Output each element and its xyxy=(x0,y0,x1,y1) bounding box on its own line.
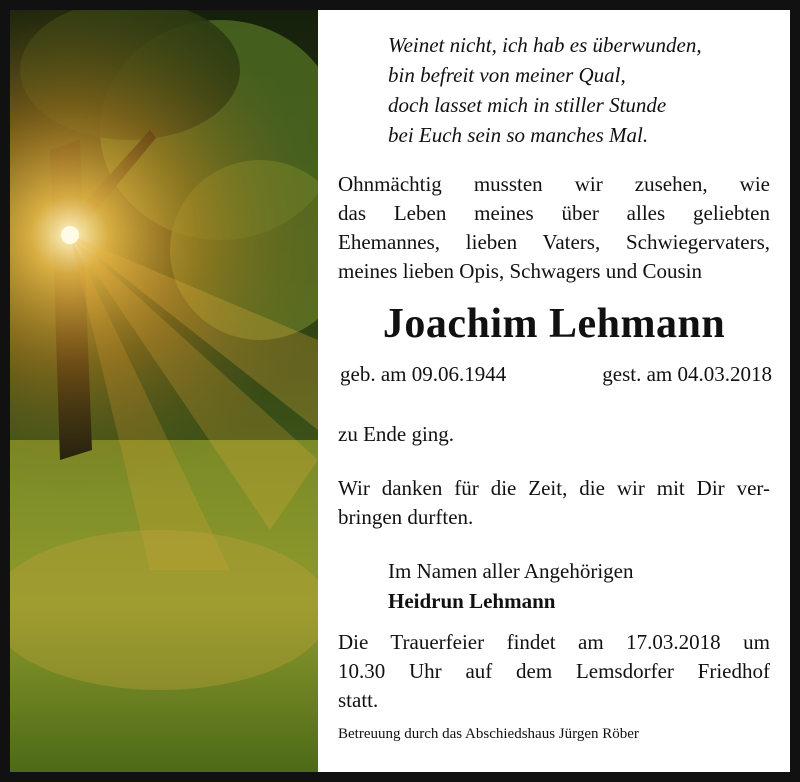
poem-line: doch lasset mich in stiller Stunde xyxy=(388,93,667,117)
thanks-line: Wir danken für die Zeit, die wir mit Dir ver- xyxy=(338,476,770,500)
funeral-line: 10.30 Uhr auf dem Lemsdorfer Friedhof xyxy=(338,659,770,683)
intro-line: Ehemannes, lieben Vaters, Schwiegervaters, xyxy=(338,230,770,254)
end-text: zu Ende ging. xyxy=(338,422,455,446)
obituary-text-panel xyxy=(318,10,790,772)
death-date: gest. am 04.03.2018 xyxy=(602,362,772,386)
forest-illustration xyxy=(10,10,318,772)
poem-line: Weinet nicht, ich hab es überwunden, xyxy=(388,33,702,57)
poem xyxy=(388,30,702,150)
poem-line: bei Euch sein so manches Mal. xyxy=(388,123,649,147)
thanks-line: bringen durften. xyxy=(338,505,474,529)
forest-sunlight-photo xyxy=(10,10,318,772)
intro-line: Ohnmächtig mussten wir zusehen, wie xyxy=(338,172,770,196)
intro-line: das Leben meines über alles geliebten xyxy=(338,201,770,225)
intro-paragraph xyxy=(338,170,770,286)
poem-line: bin befreit von meiner Qual, xyxy=(388,63,626,87)
funeral-notice xyxy=(338,628,770,715)
family-signature xyxy=(388,556,634,616)
family-line: Im Namen aller Angehörigen xyxy=(388,559,634,583)
thanks-paragraph xyxy=(338,474,770,532)
signer-name: Heidrun Lehmann xyxy=(388,589,556,613)
funeral-line: statt. xyxy=(338,688,379,712)
deceased-name: Joachim Lehmann xyxy=(382,301,726,347)
intro-line: meines lieben Opis, Schwagers und Cousin xyxy=(338,259,702,283)
funeral-line: Die Trauerfeier findet am 17.03.2018 um xyxy=(338,630,770,654)
birth-date: geb. am 09.06.1944 xyxy=(340,362,507,386)
funeral-home-credit: Betreuung durch das Abschiedshaus Jürgen Röber xyxy=(338,726,639,742)
